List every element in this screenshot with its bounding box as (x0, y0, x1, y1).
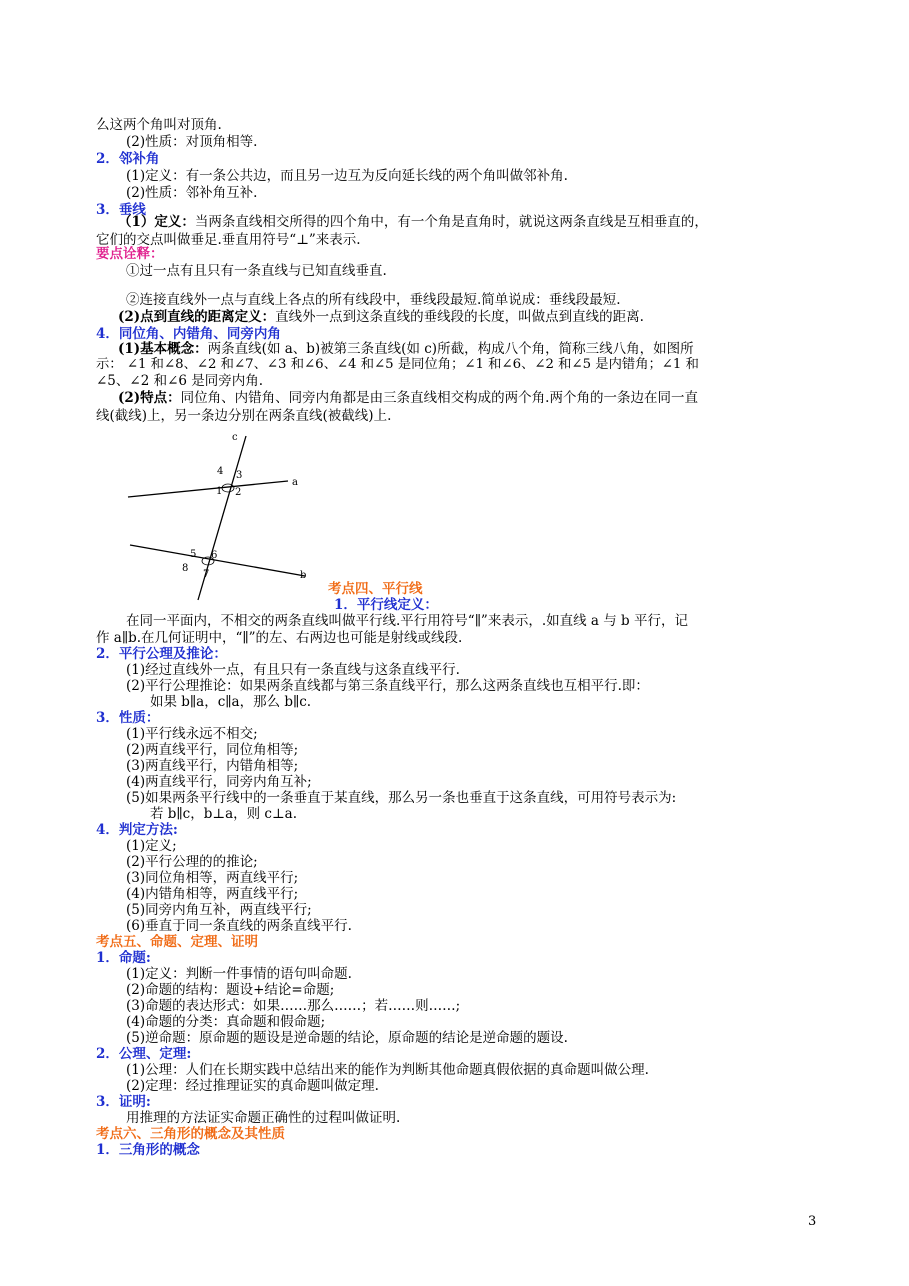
text-line: ∠5、∠2 和∠6 是同旁内角. (96, 373, 264, 389)
text-line: 示： ∠1 和∠8、∠2 和∠7、∠3 和∠6、∠4 和∠5 是同位角；∠1 和∠6、∠2 和∠5 是内错角；∠1 和 (96, 357, 699, 372)
text-line: ②连接直线外一点与直线上各点的所有线段中，垂线段最短.简单说成：垂线段最短. (126, 292, 621, 308)
section-heading: 2．邻补角 (96, 151, 160, 167)
angle-label-6: 6 (211, 550, 218, 561)
text-line: (1)定义：判断一件事情的语句叫命题. (126, 966, 352, 982)
section-heading: 3．性质： (96, 710, 160, 726)
text-line: 在同一平面内，不相交的两条直线叫做平行线.平行用符号“∥”来表示，.如直线 a 与 b 平行，记 (126, 613, 688, 629)
text-line: (1)经过直线外一点，有且只有一条直线与这条直线平行. (126, 662, 460, 678)
text-line: (5)同旁内角互补，两直线平行; (126, 902, 312, 918)
text-line: (2)性质：邻补角互补. (126, 185, 258, 201)
three-lines-eight-angles-figure (120, 428, 320, 606)
section-heading: 1．命题: (96, 950, 151, 966)
angle-label-1: 1 (216, 486, 223, 497)
inline-term: （1）定义： (118, 214, 195, 230)
section-heading: 2．平行公理及推论： (96, 646, 227, 662)
page-number: 3 (808, 1214, 817, 1229)
text-line (118, 390, 698, 407)
text-line: 么这两个角叫对顶角. (96, 117, 222, 133)
text-line: (1)定义：有一条公共边，而且另一边互为反向延长线的两个角叫做邻补角. (126, 168, 568, 184)
text-line: (3)命题的表达形式：如果……那么……；若……则……; (126, 998, 461, 1014)
section-title: 考点五、命题、定理、证明 (96, 934, 258, 950)
text-line: (2)命题的结构：题设+结论=命题; (126, 982, 335, 998)
angle-label-2: 2 (235, 487, 242, 498)
text-line: (1)定义; (126, 838, 177, 854)
section-heading: 3．证明: (96, 1094, 151, 1110)
section-heading: 1．三角形的概念 (96, 1142, 200, 1158)
label-b: b (300, 570, 307, 581)
text-line: (1)公理：人们在长期实践中总结出来的能作为判断其他命题真假依据的真命题叫做公理. (126, 1062, 649, 1078)
section-heading: 4．判定方法: (96, 822, 178, 838)
inline-text: 同位角、内错角、同旁内角都是由三条直线相交构成的两个角.两个角的一条边在同一直 (180, 390, 698, 406)
label-c: c (232, 432, 238, 443)
key-note-heading: 要点诠释： (96, 246, 164, 262)
inline-text: 两条直线(如 a、b)被第三条直线(如 c)所截，构成八个角，简称三线八角，如图所 (207, 341, 694, 357)
text-line: 若 b∥c，b⊥a，则 c⊥a. (150, 806, 298, 822)
section-title: 考点六、三角形的概念及其性质 (96, 1126, 285, 1142)
text-line: 线(截线)上，另一条边分别在两条直线(被截线)上. (96, 408, 392, 424)
label-a: a (292, 477, 298, 488)
text-line: (2)平行公理推论：如果两条直线都与第三条直线平行，那么这两条直线也互相平行.即： (126, 678, 649, 694)
text-line (118, 309, 644, 326)
section-heading: 1．平行线定义： (334, 597, 438, 613)
text-line: (3)同位角相等，两直线平行; (126, 870, 299, 886)
text-line: (2)性质：对顶角相等. (126, 134, 258, 150)
inline-term: (1)基本概念： (118, 341, 208, 357)
inline-term: (2)点到直线的距离定义： (118, 309, 276, 325)
section-heading: 3．垂线 (96, 202, 146, 218)
angle-label-3: 3 (236, 470, 243, 481)
text-line: (2)平行公理的的推论; (126, 854, 258, 870)
text-line: (2)定理：经过推理证实的真命题叫做定理. (126, 1078, 379, 1094)
section-heading: 4．同位角、内错角、同旁内角 (96, 326, 281, 342)
text-line: (5)逆命题：原命题的题设是逆命题的结论，原命题的结论是逆命题的题设. (126, 1030, 568, 1046)
text-line: 用推理的方法证实命题正确性的过程叫做证明. (126, 1110, 401, 1126)
section-title: 考点四、平行线 (328, 581, 423, 597)
angle-label-5: 5 (190, 549, 197, 560)
text-line: (2)两直线平行，同位角相等; (126, 742, 299, 758)
text-line: (5)如果两条平行线中的一条垂直于某直线，那么另一条也垂直于这条直线，可用符号表示为: (126, 790, 677, 806)
text-line: 作 a∥b.在几何证明中，“∥”的左、右两边也可能是射线或线段. (96, 630, 463, 646)
inline-text: 当两条直线相交所得的四个角中，有一个角是直角时，就说这两条直线是互相垂直的， (194, 214, 708, 230)
text-line: (4)命题的分类：真命题和假命题; (126, 1014, 326, 1030)
text-line: (4)两直线平行，同旁内角互补; (126, 774, 312, 790)
section-heading: 2．公理、定理: (96, 1046, 192, 1062)
inline-term: (2)特点： (118, 390, 181, 406)
angle-label-8: 8 (182, 563, 189, 574)
text-line: ①过一点有且只有一条直线与已知直线垂直. (126, 263, 387, 279)
text-line: (6)垂直于同一条直线的两条直线平行. (126, 918, 352, 934)
text-line (118, 214, 708, 231)
text-line: 如果 b∥a，c∥a，那么 b∥c. (150, 694, 312, 710)
angle-label-4: 4 (217, 466, 224, 477)
text-line: 它们的交点叫做垂足.垂直用符号“⊥”来表示. (96, 232, 361, 248)
text-line: (4)内错角相等，两直线平行; (126, 886, 299, 902)
inline-text: 直线外一点到这条直线的垂线段的长度，叫做点到直线的距离. (275, 309, 644, 325)
text-line: (1)平行线永远不相交; (126, 726, 258, 742)
text-line: (3)两直线平行，内错角相等; (126, 758, 299, 774)
angle-label-7: 7 (203, 569, 210, 580)
